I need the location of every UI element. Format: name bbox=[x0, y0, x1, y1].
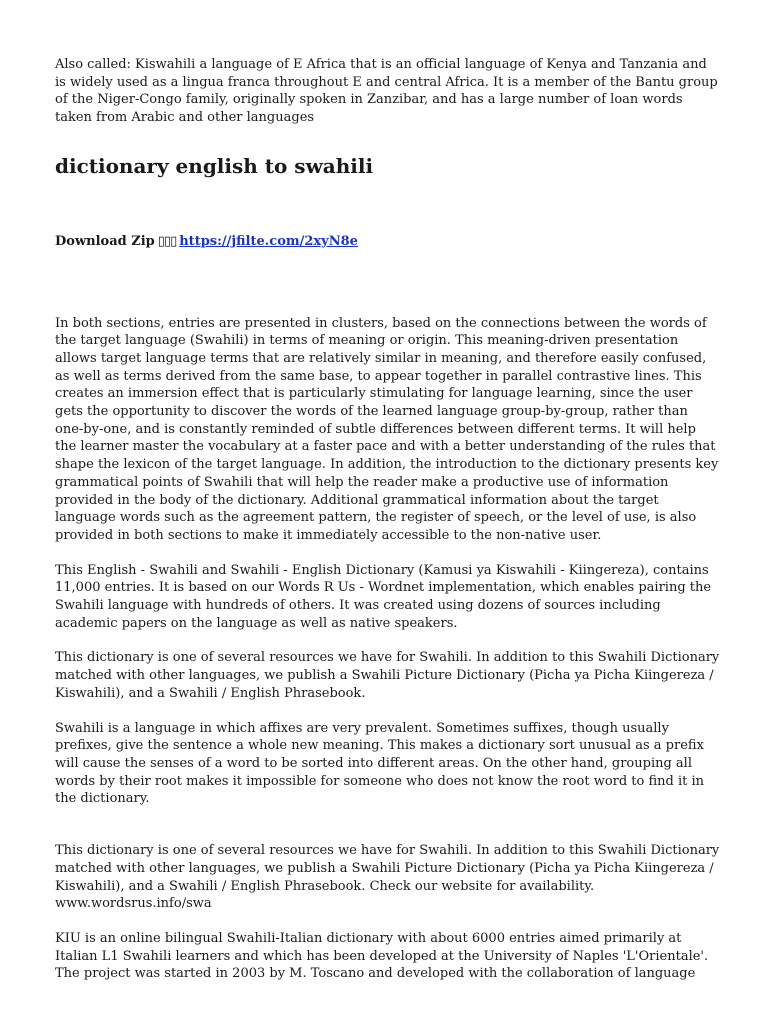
page-title: dictionary english to swahili bbox=[55, 153, 374, 178]
body-paragraph-4: Swahili is a language in which affixes are very prevalent. Sometimes suffixes, though usually prefixes, give the sentence a whole new meaning. This makes a dictionary sort unusual as a prefix will cause the senses of a word to be sorted into different areas. On the other hand, grouping all words by their root makes it impossible for someone who does not know the root word to find it in the dictionary. bbox=[55, 720, 705, 807]
intro-paragraph: Also called: Kiswahili a language of E Africa that is an official language of Kenya and Tanzania and is widely used as a lingua franca throughout E and central Africa. It is a member of the Bantu group of the Niger-Congo family, originally spoken in Zanzibar, and has a large number of loan words taken from Arabic and other languages bbox=[55, 57, 718, 126]
body-paragraph-6: KIU is an online bilingual Swahili-Italian dictionary with about 6000 entries aimed primarily at Italian L1 Swahili learners and which has been developed at the University of Naples 'L'Orientale'. The project was started in 2003 by M. Toscano and developed with the collaboration of language bbox=[55, 930, 709, 982]
body-paragraph-5: This dictionary is one of several resources we have for Swahili. In addition to this Swahili Dictionary matched with other languages, we publish a Swahili Picture Dictionary (Picha ya Picha Kiingereza / Kiswahili), and a Swahili / English Phrasebook. Check our website for availability. www.wordsrus.info/swa bbox=[55, 843, 720, 912]
download-line bbox=[55, 233, 720, 251]
download-label: Download Zip bbox=[55, 233, 155, 249]
body-paragraph-1: In both sections, entries are presented in clusters, based on the connections between the words of the target language (Swahili) in terms of meaning or origin. This meaning-driven presentation allows target language terms that are relatively similar in meaning, and therefore easily confused, as well as terms derived from the same base, to appear together in parallel contrastive lines. This creates an immersion effect that is particularly stimulating for language learning, since the user gets the opportunity to discover the words of the learned language group-by-group, rather than one-by-one, and is constantly reminded of subtle differences between different terms. It will help the learner master the vocabulary at a faster pace and with a better understanding of the rules that shape the lexicon of the target language. In addition, the introduction to the dictionary presents key grammatical points of Swahili that will help the reader make a productive use of information provided in the body of the dictionary. Additional grammatical information about the target language words such as the agreement pattern, the register of speech, or the level of use, is also provided in both sections to make it immediately accessible to the non-native user. bbox=[55, 315, 719, 543]
placeholder-glyphs: ▯▯▯ bbox=[157, 233, 177, 249]
download-link[interactable]: https://jfilte.com/2xyN8e bbox=[179, 233, 358, 249]
body-paragraph-2: This English - Swahili and Swahili - English Dictionary (Kamusi ya Kiswahili - Kiingereza), contains 11,000 entries. It is based on our Words R Us - Wordnet implementation, which enables pairing the Swahili language with hundreds of others. It was created using dozens of sources including academic papers on the language as well as native speakers. bbox=[55, 562, 712, 631]
document-page bbox=[55, 56, 720, 1000]
body-paragraph-3: This dictionary is one of several resources we have for Swahili. In addition to this Swahili Dictionary matched with other languages, we publish a Swahili Picture Dictionary (Picha ya Picha Kiingereza / Kiswahili), and a Swahili / English Phrasebook. bbox=[55, 650, 720, 701]
